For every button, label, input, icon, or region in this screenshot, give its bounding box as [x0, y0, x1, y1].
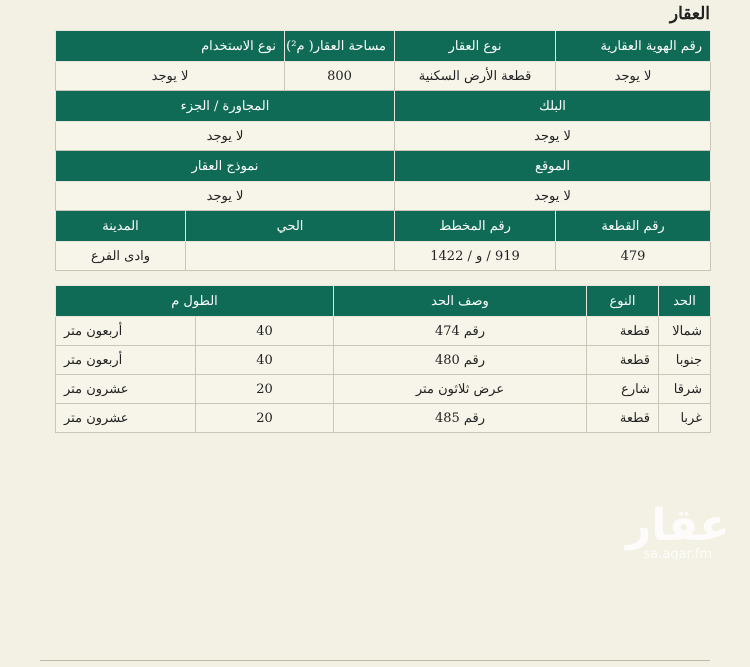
header-neighborhood-part: المجاورة / الجزء — [56, 91, 395, 122]
value-location: لا يوجد — [395, 182, 711, 211]
cell-desc: رقم 474 — [334, 317, 587, 346]
cell-side: غربا — [659, 404, 711, 433]
header-property-model: نموذج العقار — [56, 151, 395, 182]
boundaries-table — [55, 285, 711, 433]
value-property-area: 800 — [285, 62, 395, 91]
header-type: النوع — [587, 286, 659, 317]
value-plot-number: 479 — [556, 242, 711, 271]
header-boundary-desc: وصف الحد — [334, 286, 587, 317]
value-property-type: قطعة الأرض السكنية — [395, 62, 556, 91]
cell-length-words: أربعون متر — [56, 317, 196, 346]
value-city: وادى الفرع — [56, 242, 186, 271]
header-property-type: نوع العقار — [395, 31, 556, 62]
cell-side: شمالا — [659, 317, 711, 346]
cell-length: 40 — [196, 317, 334, 346]
aqar-url: sa.aqar.fm — [643, 547, 713, 562]
header-property-id: رقم الهوية العقارية — [556, 31, 711, 62]
cell-length-words: عشرون متر — [56, 375, 196, 404]
cell-type: قطعة — [587, 404, 659, 433]
table-row — [56, 317, 711, 346]
table-row — [56, 346, 711, 375]
header-plan-number: رقم المخطط — [395, 211, 556, 242]
cell-desc: رقم 485 — [334, 404, 587, 433]
bottom-divider — [40, 660, 710, 661]
cell-desc: عرض ثلاثون متر — [334, 375, 587, 404]
aqar-watermark — [626, 500, 730, 562]
header-block: البلك — [395, 91, 711, 122]
header-plot-number: رقم القطعة — [556, 211, 711, 242]
value-district — [186, 242, 395, 271]
table-row — [56, 375, 711, 404]
cell-type: شارع — [587, 375, 659, 404]
value-usage-type: لا يوجد — [56, 62, 285, 91]
property-info-table — [55, 30, 711, 271]
cell-type: قطعة — [587, 346, 659, 375]
cell-side: جنوبا — [659, 346, 711, 375]
header-usage-type: نوع الاستخدام — [56, 31, 285, 62]
cell-length-words: أربعون متر — [56, 346, 196, 375]
value-plan-number: 919 / و / 1422 — [395, 242, 556, 271]
header-length: الطول م — [56, 286, 334, 317]
cell-length-words: عشرون متر — [56, 404, 196, 433]
table-row — [56, 404, 711, 433]
value-block: لا يوجد — [395, 122, 711, 151]
header-location: الموقع — [395, 151, 711, 182]
value-neighborhood-part: لا يوجد — [56, 122, 395, 151]
page-title: العقار — [669, 4, 710, 24]
cell-length: 40 — [196, 346, 334, 375]
aqar-logo: عقار — [626, 500, 730, 551]
cell-desc: رقم 480 — [334, 346, 587, 375]
cell-length: 20 — [196, 375, 334, 404]
header-district: الحي — [186, 211, 395, 242]
cell-length: 20 — [196, 404, 334, 433]
header-side: الحد — [659, 286, 711, 317]
value-property-id: لا يوجد — [556, 62, 711, 91]
value-property-model: لا يوجد — [56, 182, 395, 211]
cell-side: شرقا — [659, 375, 711, 404]
cell-type: قطعة — [587, 317, 659, 346]
header-city: المدينة — [56, 211, 186, 242]
header-property-area: مساحة العقار( م²) — [285, 31, 395, 62]
